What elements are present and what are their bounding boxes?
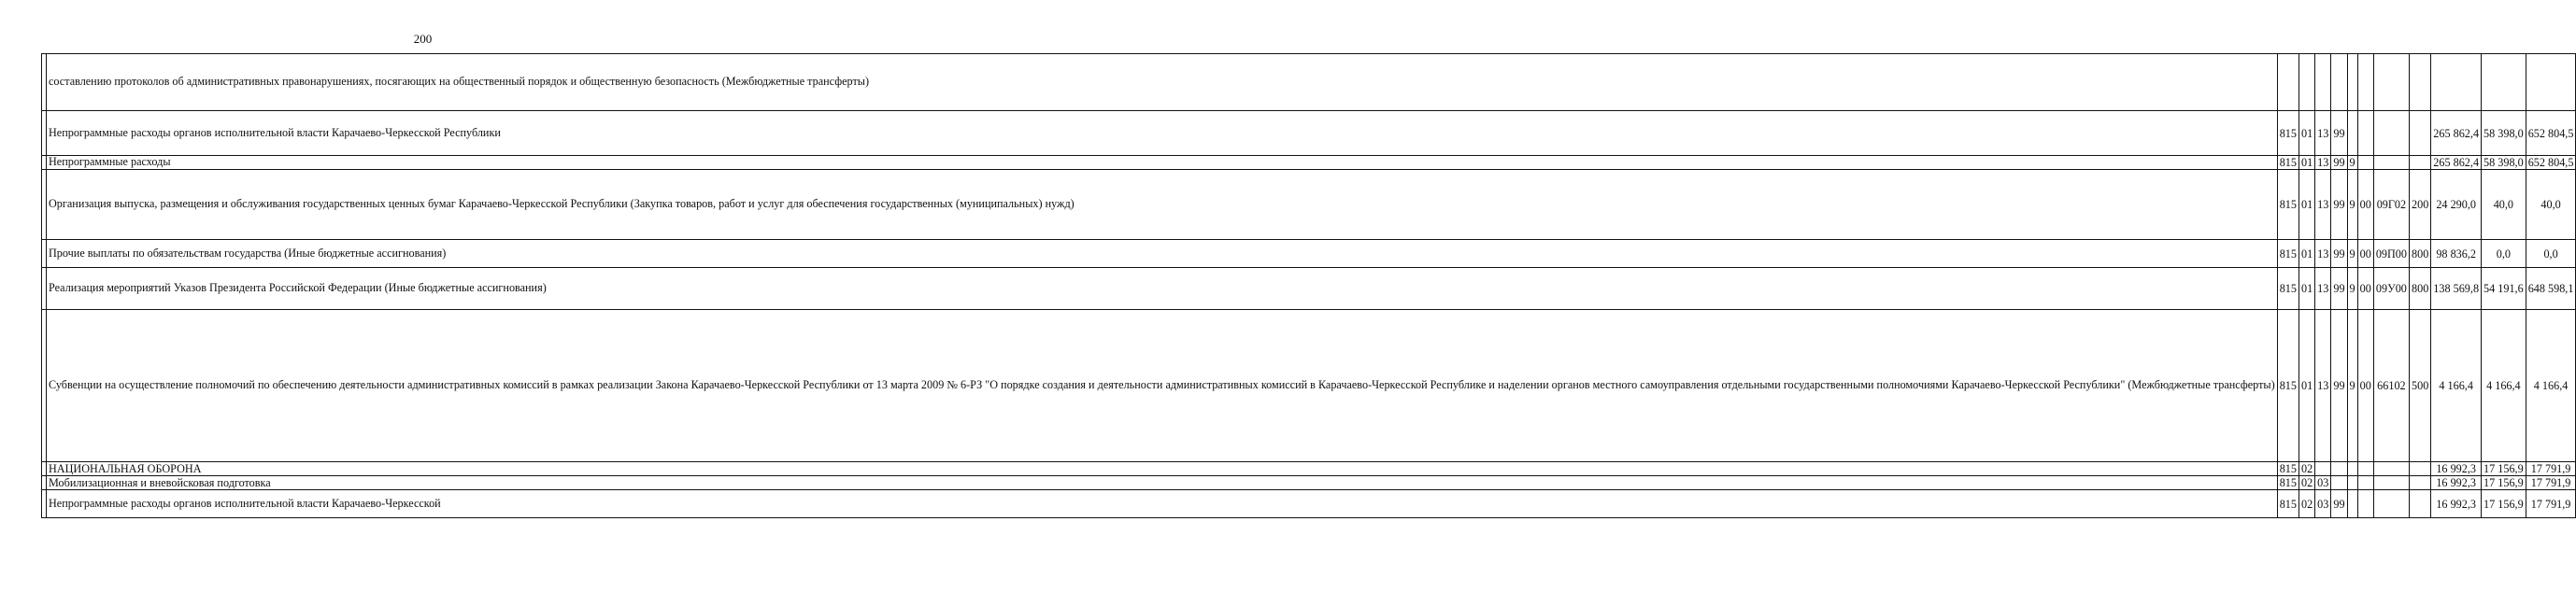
program-code bbox=[2331, 476, 2347, 490]
program-code: 99 bbox=[2331, 490, 2347, 518]
amount-year-1: 98 836,2 bbox=[2431, 240, 2482, 268]
direction-code bbox=[2373, 156, 2409, 170]
ved-code: 815 bbox=[2277, 268, 2298, 310]
subsection-code: 03 bbox=[2315, 476, 2331, 490]
table-row bbox=[42, 156, 2576, 170]
program-code: 99 bbox=[2331, 268, 2347, 310]
amount-year-3: 40,0 bbox=[2526, 170, 2576, 240]
subprogram-code bbox=[2347, 54, 2357, 111]
subsection-code: 13 bbox=[2315, 156, 2331, 170]
amount-year-3 bbox=[2526, 54, 2576, 111]
program-code: 99 bbox=[2331, 111, 2347, 156]
event-code bbox=[2357, 156, 2373, 170]
expense-type-code bbox=[2410, 111, 2431, 156]
table-row bbox=[42, 476, 2576, 490]
amount-year-2: 54 191,6 bbox=[2482, 268, 2526, 310]
table-row bbox=[42, 268, 2576, 310]
program-code: 99 bbox=[2331, 240, 2347, 268]
subprogram-code: 9 bbox=[2347, 170, 2357, 240]
direction-code bbox=[2373, 111, 2409, 156]
section-code bbox=[2298, 54, 2314, 111]
amount-year-1: 265 862,4 bbox=[2431, 156, 2482, 170]
amount-year-3: 652 804,5 bbox=[2526, 111, 2576, 156]
amount-year-3: 17 791,9 bbox=[2526, 462, 2576, 476]
subsection-code: 13 bbox=[2315, 170, 2331, 240]
amount-year-3: 4 166,4 bbox=[2526, 310, 2576, 462]
amount-year-1 bbox=[2431, 54, 2482, 111]
expense-type-code bbox=[2410, 490, 2431, 518]
expense-type-code bbox=[2410, 476, 2431, 490]
subprogram-code: 9 bbox=[2347, 310, 2357, 462]
section-code: 01 bbox=[2298, 240, 2314, 268]
section-code: 01 bbox=[2298, 156, 2314, 170]
table-row bbox=[42, 310, 2576, 462]
amount-year-1: 16 992,3 bbox=[2431, 476, 2482, 490]
table-row bbox=[42, 240, 2576, 268]
amount-year-1: 16 992,3 bbox=[2431, 462, 2482, 476]
ved-code: 815 bbox=[2277, 476, 2298, 490]
ved-code: 815 bbox=[2277, 111, 2298, 156]
subprogram-code bbox=[2347, 111, 2357, 156]
ved-code bbox=[2277, 54, 2298, 111]
direction-code bbox=[2373, 54, 2409, 111]
amount-year-2: 4 166,4 bbox=[2482, 310, 2526, 462]
direction-code: 09У00 bbox=[2373, 268, 2409, 310]
event-code: 00 bbox=[2357, 240, 2373, 268]
event-code bbox=[2357, 462, 2373, 476]
section-code: 02 bbox=[2298, 490, 2314, 518]
section-code: 01 bbox=[2298, 310, 2314, 462]
expense-type-code: 500 bbox=[2410, 310, 2431, 462]
expense-type-code bbox=[2410, 462, 2431, 476]
ved-code: 815 bbox=[2277, 240, 2298, 268]
expense-type-code: 200 bbox=[2410, 170, 2431, 240]
subsection-code: 13 bbox=[2315, 111, 2331, 156]
amount-year-2: 40,0 bbox=[2482, 170, 2526, 240]
amount-year-1: 24 290,0 bbox=[2431, 170, 2482, 240]
direction-code bbox=[2373, 462, 2409, 476]
section-code: 01 bbox=[2298, 170, 2314, 240]
direction-code bbox=[2373, 490, 2409, 518]
subprogram-code bbox=[2347, 462, 2357, 476]
direction-code: 66102 bbox=[2373, 310, 2409, 462]
event-code: 00 bbox=[2357, 170, 2373, 240]
subsection-code: 13 bbox=[2315, 268, 2331, 310]
expense-name: НАЦИОНАЛЬНАЯ ОБОРОНА bbox=[47, 462, 2278, 476]
ved-code: 815 bbox=[2277, 462, 2298, 476]
expense-name: Мобилизационная и вневойсковая подготовка bbox=[47, 476, 2278, 490]
amount-year-3: 0,0 bbox=[2526, 240, 2576, 268]
program-code: 99 bbox=[2331, 156, 2347, 170]
expense-type-code: 800 bbox=[2410, 240, 2431, 268]
direction-code: 09Г02 bbox=[2373, 170, 2409, 240]
page-number: 200 bbox=[413, 32, 433, 46]
subsection-code: 03 bbox=[2315, 490, 2331, 518]
table-row bbox=[42, 170, 2576, 240]
subsection-code: 13 bbox=[2315, 240, 2331, 268]
section-code: 01 bbox=[2298, 268, 2314, 310]
expense-name: Прочие выплаты по обязательствам государства (Иные бюджетные ассигнования) bbox=[47, 240, 2278, 268]
section-code: 01 bbox=[2298, 111, 2314, 156]
program-code: 99 bbox=[2331, 310, 2347, 462]
event-code bbox=[2357, 54, 2373, 111]
amount-year-2: 58 398,0 bbox=[2482, 111, 2526, 156]
event-code bbox=[2357, 111, 2373, 156]
subsection-code bbox=[2315, 54, 2331, 111]
expense-name: составлению протоколов об административных правонарушениях, посягающих на общественный порядок и общественную безопасность (Межбюджетные трансферты) bbox=[47, 54, 2278, 111]
ved-code: 815 bbox=[2277, 170, 2298, 240]
subprogram-code: 9 bbox=[2347, 156, 2357, 170]
subprogram-code: 9 bbox=[2347, 240, 2357, 268]
expense-name: Непрограммные расходы bbox=[47, 156, 2278, 170]
table-row bbox=[42, 490, 2576, 518]
event-code bbox=[2357, 476, 2373, 490]
expense-name: Реализация мероприятий Указов Президента Российской Федерации (Иные бюджетные ассигнования) bbox=[47, 268, 2278, 310]
amount-year-2: 17 156,9 bbox=[2482, 476, 2526, 490]
expense-type-code: 800 bbox=[2410, 268, 2431, 310]
expense-name: Субвенции на осуществление полномочий по обеспечению деятельности административных комиссий в рамках реализации Закона Карачаево-Черкесской Республики от 13 марта 2009 № 6-РЗ "О порядке создания и деятельности административных комиссий в Карачаево-Черкесской Республике и наделении органов местного самоуправления отдельными государственными полномочиями Карачаево-Черкесской Республики" (Межбюджетные трансферты) bbox=[47, 310, 2278, 462]
expense-type-code bbox=[2410, 156, 2431, 170]
amount-year-2: 58 398,0 bbox=[2482, 156, 2526, 170]
table-row bbox=[42, 54, 2576, 111]
direction-code: 09П00 bbox=[2373, 240, 2409, 268]
event-code bbox=[2357, 490, 2373, 518]
table-row bbox=[42, 462, 2576, 476]
amount-year-1: 265 862,4 bbox=[2431, 111, 2482, 156]
subprogram-code: 9 bbox=[2347, 268, 2357, 310]
program-code bbox=[2331, 462, 2347, 476]
expense-type-code bbox=[2410, 54, 2431, 111]
amount-year-3: 648 598,1 bbox=[2526, 268, 2576, 310]
expense-name: Организация выпуска, размещения и обслуживания государственных ценных бумаг Карачаево-Черкесской Республики (Закупка товаров, работ и услуг для обеспечения государственных (муниципальных) нужд) bbox=[47, 170, 2278, 240]
event-code: 00 bbox=[2357, 310, 2373, 462]
expense-name: Непрограммные расходы органов исполнительной власти Карачаево-Черкесской bbox=[47, 490, 2278, 518]
ved-code: 815 bbox=[2277, 490, 2298, 518]
amount-year-3: 17 791,9 bbox=[2526, 490, 2576, 518]
amount-year-1: 16 992,3 bbox=[2431, 490, 2482, 518]
program-code: 99 bbox=[2331, 170, 2347, 240]
table-row bbox=[42, 111, 2576, 156]
section-code: 02 bbox=[2298, 462, 2314, 476]
amount-year-3: 652 804,5 bbox=[2526, 156, 2576, 170]
program-code bbox=[2331, 54, 2347, 111]
amount-year-2: 0,0 bbox=[2482, 240, 2526, 268]
expense-name: Непрограммные расходы органов исполнительной власти Карачаево-Черкесской Республики bbox=[47, 111, 2278, 156]
amount-year-2: 17 156,9 bbox=[2482, 490, 2526, 518]
amount-year-3: 17 791,9 bbox=[2526, 476, 2576, 490]
event-code: 00 bbox=[2357, 268, 2373, 310]
amount-year-2 bbox=[2482, 54, 2526, 111]
amount-year-2: 17 156,9 bbox=[2482, 462, 2526, 476]
amount-year-1: 4 166,4 bbox=[2431, 310, 2482, 462]
subprogram-code bbox=[2347, 476, 2357, 490]
budget-table bbox=[41, 53, 2576, 518]
ved-code: 815 bbox=[2277, 156, 2298, 170]
subprogram-code bbox=[2347, 490, 2357, 518]
ved-code: 815 bbox=[2277, 310, 2298, 462]
section-code: 02 bbox=[2298, 476, 2314, 490]
amount-year-1: 138 569,8 bbox=[2431, 268, 2482, 310]
subsection-code bbox=[2315, 462, 2331, 476]
direction-code bbox=[2373, 476, 2409, 490]
subsection-code: 13 bbox=[2315, 310, 2331, 462]
